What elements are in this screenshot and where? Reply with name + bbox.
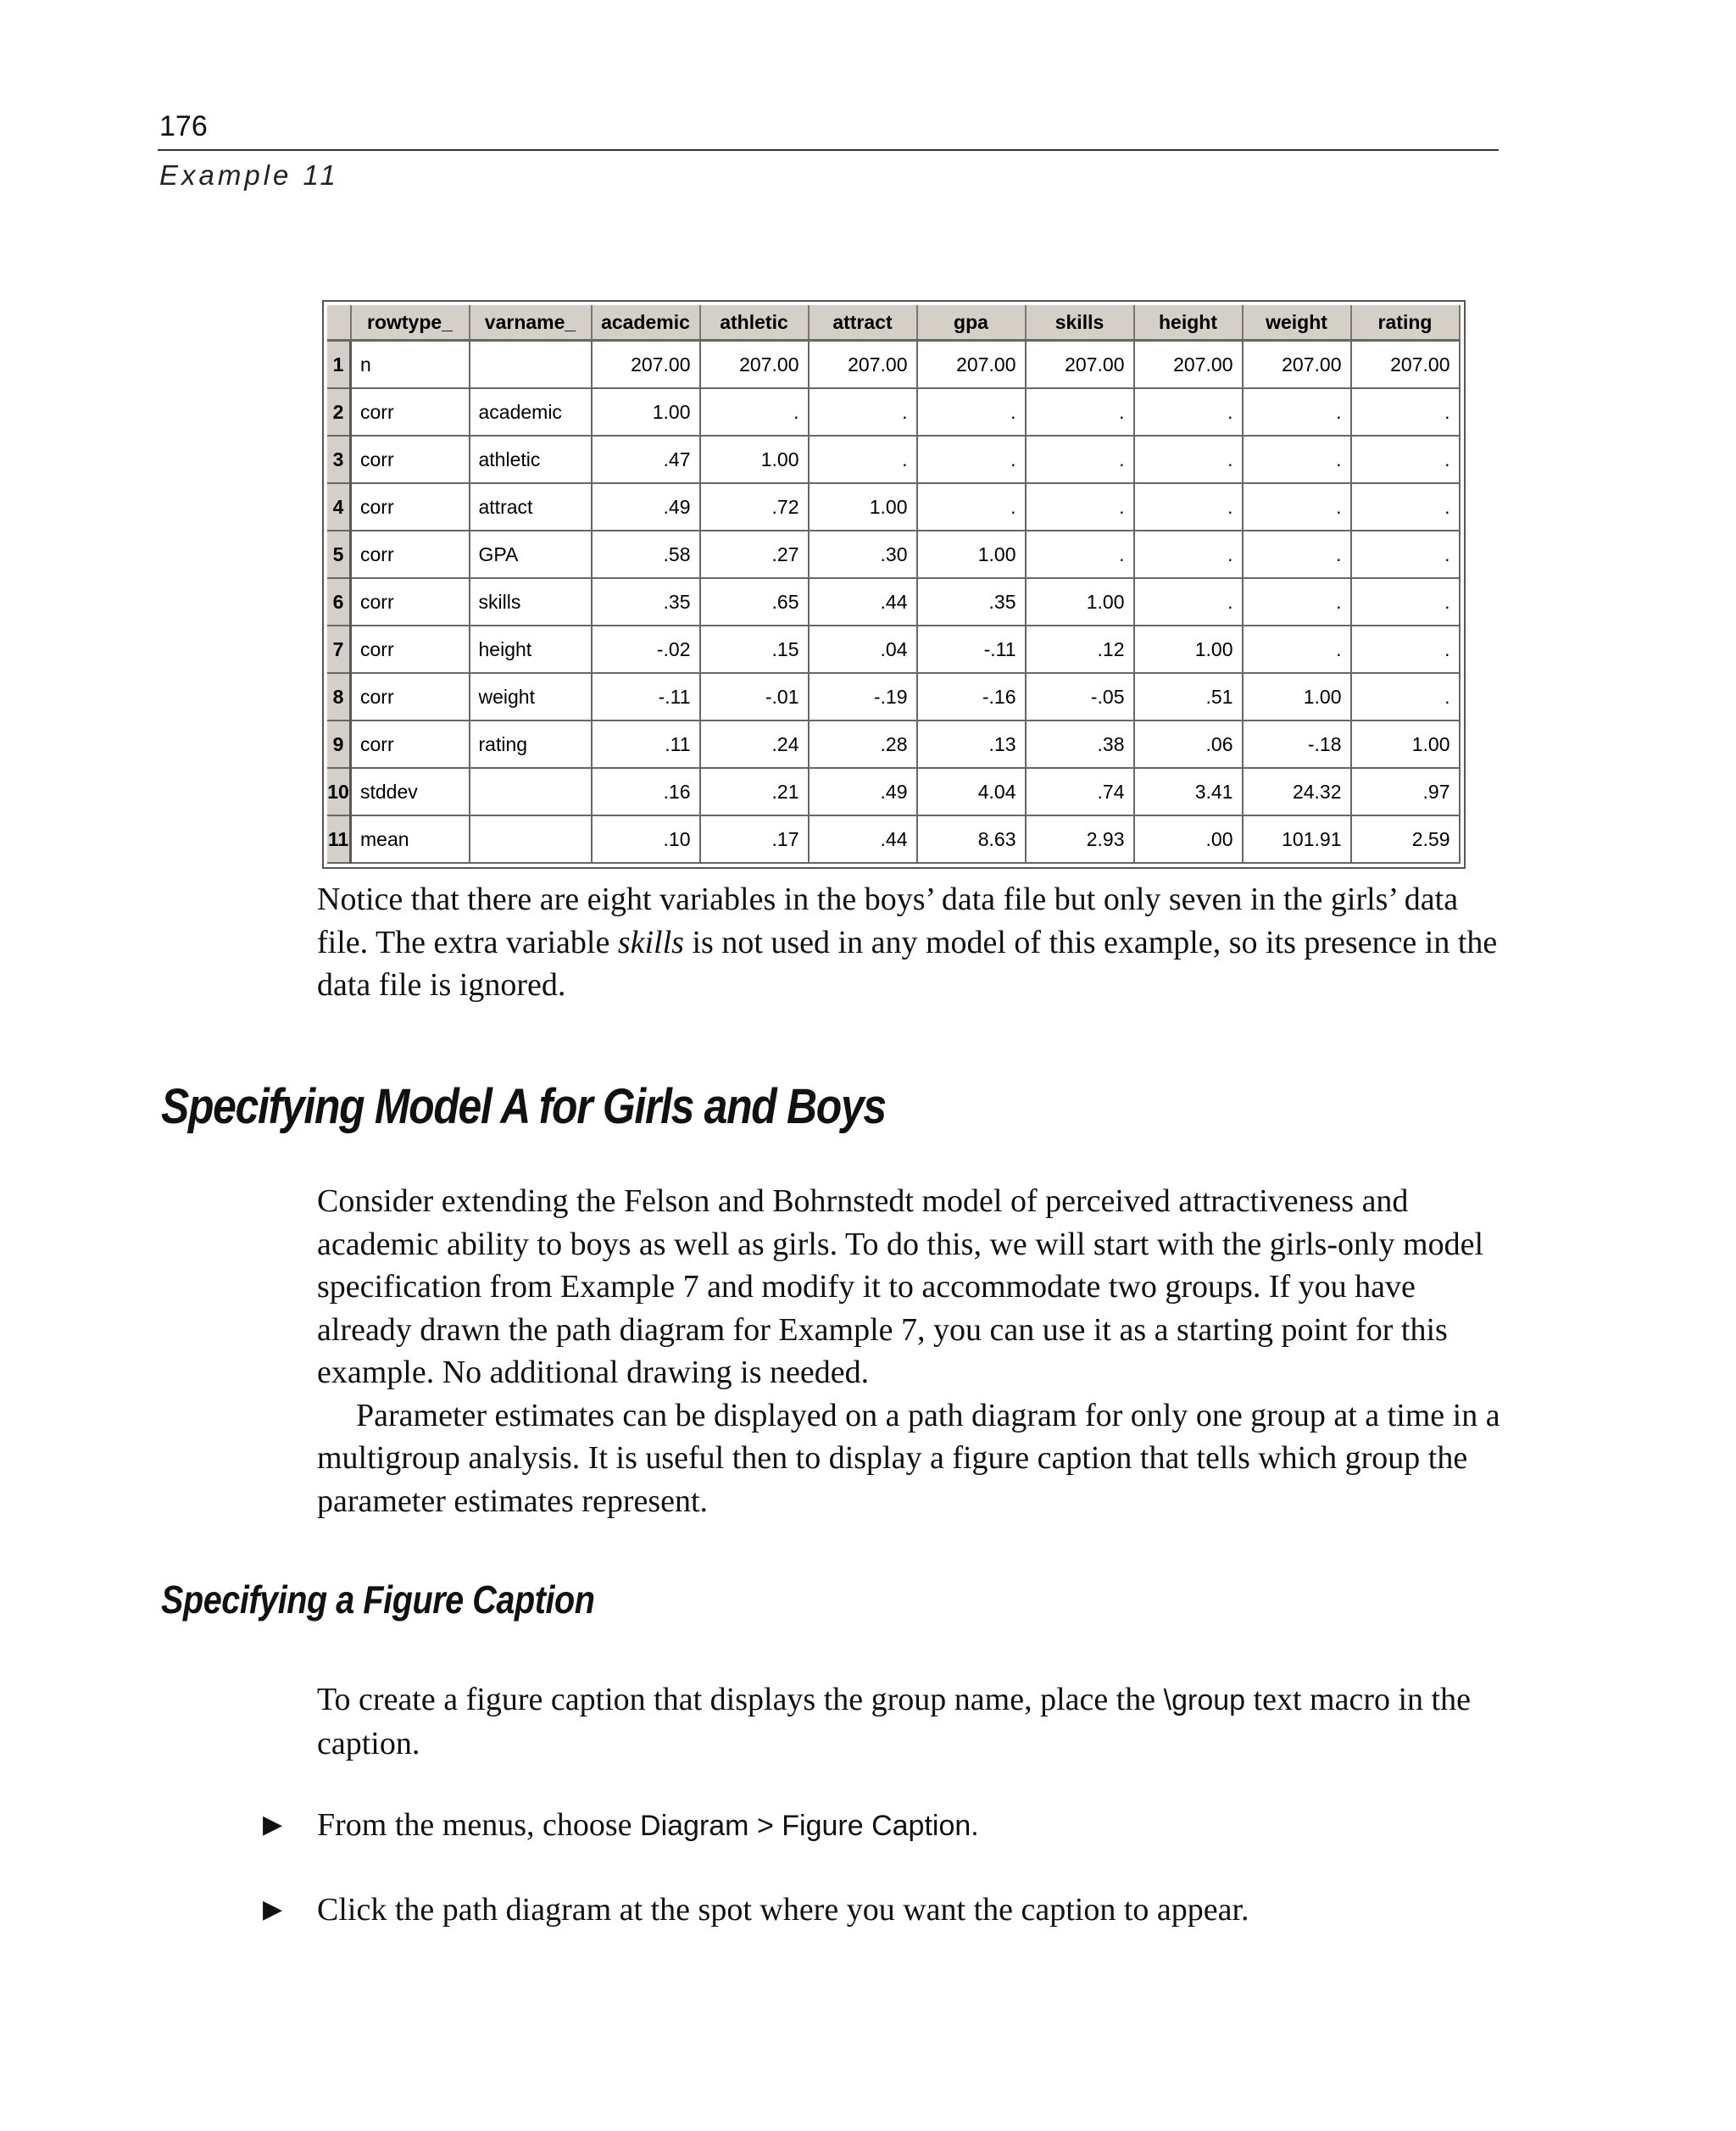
table-cell: 101.91 [1243,815,1351,863]
data-grid-body [327,341,1460,864]
table-row [327,578,1460,626]
table-cell: . [1243,578,1351,626]
notice-text-after: is not used in any model of this example, so its presence in the data file is ignored. [317,924,1498,1003]
table-cell: .00 [1134,815,1243,863]
table-cell: mean [351,815,470,863]
table-cell: .15 [700,626,809,673]
page-number: 176 [159,110,208,142]
row-number: 7 [327,626,351,673]
table-cell: 8.63 [917,815,1026,863]
table-cell: .24 [700,721,809,768]
column-header: gpa [917,305,1026,341]
table-cell: 207.00 [592,341,700,389]
table-row [327,815,1460,863]
subsection-heading: Specifying a Figure Caption [161,1577,595,1622]
notice-emphasis: skills [617,924,684,960]
header-rule [158,149,1499,151]
table-cell: corr [351,673,470,721]
table-cell [470,341,592,389]
column-header: academic [592,305,700,341]
row-number: 11 [327,815,351,863]
table-cell: . [1351,578,1460,626]
notice-text-before: Notice that there are eight variables in the boys’ data file but only seven in the girls’ data file. The extra variable [317,882,1459,960]
menu-figure-caption: Figure Caption. [782,1810,979,1842]
table-cell: corr [351,436,470,483]
table-cell: . [1134,436,1243,483]
table-cell: . [1243,483,1351,531]
table-cell: corr [351,388,470,436]
table-cell: .21 [700,768,809,815]
table-cell: . [917,436,1026,483]
column-header: height [1134,305,1243,341]
table-cell: 24.32 [1243,768,1351,815]
column-header: rating [1351,305,1460,341]
table-cell: .65 [700,578,809,626]
section-paragraph-2: Parameter estimates can be displayed on a path diagram for only one group at a time in a multigroup analysis. It is useful then to display a figure caption that tells which group the parameter estimates represent. [317,1397,1500,1519]
table-cell: . [1026,436,1134,483]
table-cell: 1.00 [917,531,1026,578]
table-cell: height [470,626,592,673]
table-cell: skills [470,578,592,626]
table-cell: corr [351,531,470,578]
menu-separator: > [748,1810,782,1842]
table-cell: . [1134,483,1243,531]
table-row [327,531,1460,578]
table-cell: . [1351,436,1460,483]
table-cell: 1.00 [1351,721,1460,768]
table-cell: .28 [809,721,917,768]
row-number: 4 [327,483,351,531]
column-header: rowtype_ [351,305,470,341]
notice-paragraph [317,878,1502,1007]
table-cell: . [1134,578,1243,626]
table-cell: .44 [809,578,917,626]
table-cell: .38 [1026,721,1134,768]
column-header: skills [1026,305,1134,341]
step-1-text: From the menus, choose [317,1807,641,1843]
column-header: attract [809,305,917,341]
table-cell: . [1351,626,1460,673]
table-cell: .04 [809,626,917,673]
table-cell: -.18 [1243,721,1351,768]
menu-diagram: Diagram [640,1810,749,1842]
table-cell: .74 [1026,768,1134,815]
table-cell: .58 [592,531,700,578]
table-row [327,436,1460,483]
row-number: 6 [327,578,351,626]
table-cell: 207.00 [917,341,1026,389]
table-cell: n [351,341,470,389]
table-cell: -.11 [592,673,700,721]
table-cell: . [1243,436,1351,483]
table-cell: 1.00 [809,483,917,531]
table-cell: .49 [809,768,917,815]
table-cell: 1.00 [1243,673,1351,721]
table-cell: . [1351,531,1460,578]
table-cell: 207.00 [809,341,917,389]
grid-corner-cell [327,305,351,341]
table-cell: athletic [470,436,592,483]
table-cell: .97 [1351,768,1460,815]
table-cell: 2.59 [1351,815,1460,863]
table-cell: . [1351,483,1460,531]
table-cell: . [1026,388,1134,436]
table-cell: -.01 [700,673,809,721]
table-cell: 207.00 [1351,341,1460,389]
table-cell: -.19 [809,673,917,721]
table-cell: 1.00 [592,388,700,436]
caption-intro-after: text macro in the caption. [317,1682,1471,1761]
table-cell: . [1243,531,1351,578]
table-cell: corr [351,578,470,626]
bullet-arrow-icon: ▶ [263,1895,283,1924]
row-number: 3 [327,436,351,483]
column-header: varname_ [470,305,592,341]
table-cell: attract [470,483,592,531]
table-cell: . [1351,388,1460,436]
table-cell: .13 [917,721,1026,768]
table-cell: .27 [700,531,809,578]
caption-intro-before: To create a figure caption that displays the group name, place the [317,1682,1164,1717]
table-cell: .11 [592,721,700,768]
table-row [327,673,1460,721]
step-2-text: Click the path diagram at the spot where you want the caption to appear. [317,1892,1249,1928]
table-cell: .35 [917,578,1026,626]
data-grid-table [327,305,1461,864]
table-cell [470,768,592,815]
step-2 [263,1889,1249,1931]
table-cell: .51 [1134,673,1243,721]
table-cell: 4.04 [917,768,1026,815]
table-cell: . [917,388,1026,436]
table-row [327,721,1460,768]
table-cell: . [1243,626,1351,673]
column-header: weight [1243,305,1351,341]
table-cell: -.16 [917,673,1026,721]
table-cell: 2.93 [1026,815,1134,863]
table-cell: .47 [592,436,700,483]
table-cell: academic [470,388,592,436]
section-heading: Specifying Model A for Girls and Boys [161,1079,886,1134]
row-number: 10 [327,768,351,815]
data-grid-screenshot [322,300,1466,869]
group-macro: \group [1163,1684,1246,1716]
table-cell: GPA [470,531,592,578]
table-cell: weight [470,673,592,721]
table-cell: . [1243,388,1351,436]
table-cell: . [809,388,917,436]
table-cell: corr [351,721,470,768]
row-number: 2 [327,388,351,436]
row-number: 8 [327,673,351,721]
table-cell: .12 [1026,626,1134,673]
table-cell: 207.00 [700,341,809,389]
step-1 [263,1804,979,1847]
table-cell: .30 [809,531,917,578]
table-row [327,483,1460,531]
table-cell: rating [470,721,592,768]
table-cell: . [1026,531,1134,578]
table-cell: corr [351,483,470,531]
section-body [317,1180,1502,1522]
table-cell: . [1351,673,1460,721]
row-number: 5 [327,531,351,578]
row-number: 1 [327,341,351,389]
table-cell: . [1134,531,1243,578]
table-cell: stddev [351,768,470,815]
column-header: athletic [700,305,809,341]
table-cell: . [917,483,1026,531]
table-cell: 207.00 [1026,341,1134,389]
table-cell: 1.00 [700,436,809,483]
table-cell [470,815,592,863]
table-cell: . [809,436,917,483]
table-cell: 1.00 [1026,578,1134,626]
table-cell: 207.00 [1134,341,1243,389]
table-cell: .06 [1134,721,1243,768]
table-cell: 1.00 [1134,626,1243,673]
table-cell: .49 [592,483,700,531]
table-cell: . [1026,483,1134,531]
table-row [327,626,1460,673]
table-cell: .16 [592,768,700,815]
table-row [327,388,1460,436]
table-row [327,768,1460,815]
table-cell: .10 [592,815,700,863]
table-cell: . [1134,388,1243,436]
table-cell: .17 [700,815,809,863]
row-number: 9 [327,721,351,768]
table-cell: corr [351,626,470,673]
table-cell: 207.00 [1243,341,1351,389]
table-cell: .44 [809,815,917,863]
running-head: Example 11 [159,159,339,191]
table-row [327,341,1460,389]
table-cell: . [700,388,809,436]
table-cell: .35 [592,578,700,626]
caption-intro-paragraph [317,1678,1502,1765]
table-cell: -.02 [592,626,700,673]
bullet-arrow-icon: ▶ [263,1810,283,1839]
table-cell: 3.41 [1134,768,1243,815]
data-grid-header-row [327,305,1460,341]
section-paragraph-1: Consider extending the Felson and Bohrnstedt model of perceived attractiveness and academic ability to boys as well as girls. To do this, we will start with the girls-only model specification from Example 7 and modify it to accommodate two groups. If you have already drawn the path diagram for Example 7, you can use it as a starting point for this example. No additional drawing is needed. [317,1183,1484,1390]
table-cell: .72 [700,483,809,531]
table-cell: -.05 [1026,673,1134,721]
table-cell: -.11 [917,626,1026,673]
